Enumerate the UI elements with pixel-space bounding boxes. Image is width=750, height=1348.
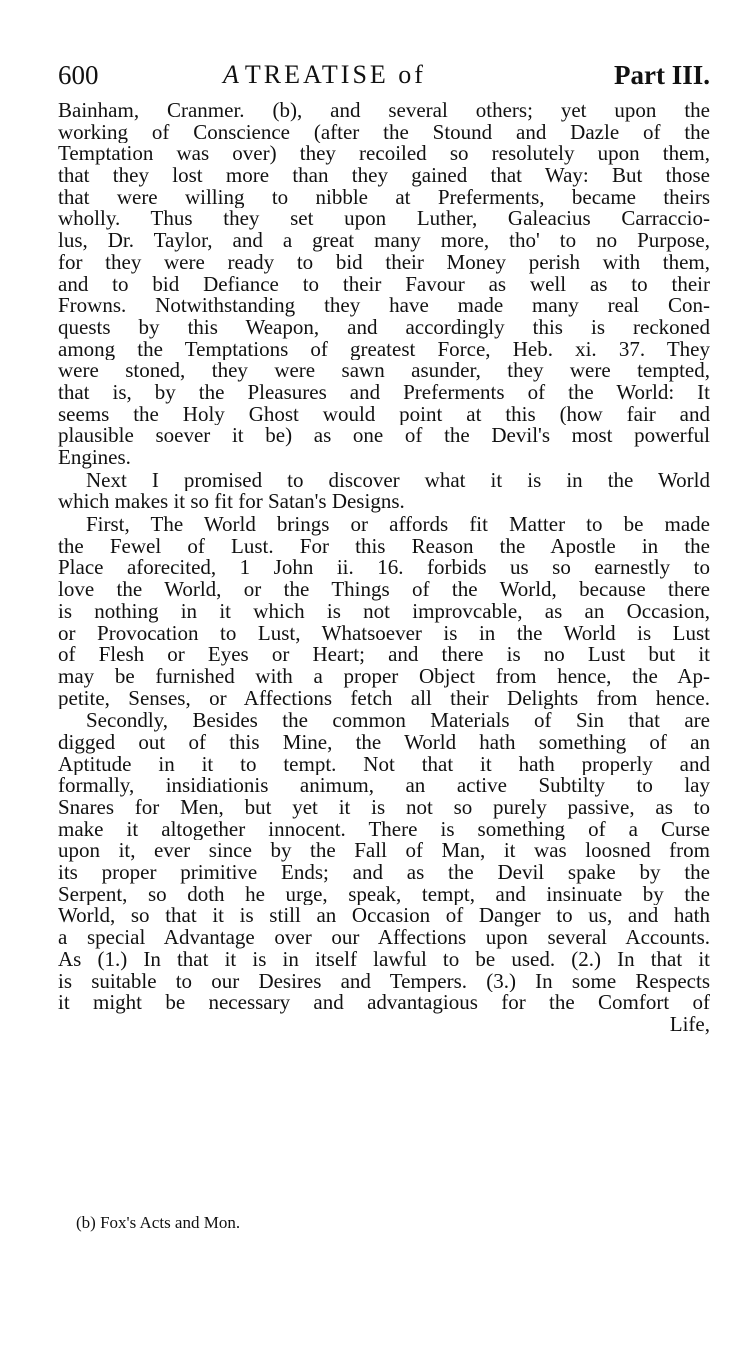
text-line: petite, Senses, or Affections fetch all their Delights from hence. [58, 687, 710, 710]
text-line: its proper primitive Ends; and as the Devil spake by the [58, 862, 710, 884]
text-line: Frowns. Notwithstanding they have made many real Con- [58, 295, 710, 317]
body-text [58, 100, 710, 1036]
text-line: working of Conscience (after the Stound and Dazle of the [58, 121, 710, 144]
text-line: a special Advantage over our Affections upon several Accounts. [58, 927, 710, 949]
text-line: Engines. [58, 447, 131, 469]
text-line: lus, Dr. Taylor, and a great many more, tho' to no Purpose, [58, 230, 710, 252]
text-line: or Provocation to Lust, Whatsoever is in the World is Lust [58, 622, 710, 645]
text-line: quests by this Weapon, and accordingly this is reckoned [58, 316, 710, 339]
text-line: Next I promised to discover what it is in the World [86, 469, 710, 492]
text-line: digged out of this Mine, the World hath something of an [58, 731, 710, 754]
text-line: Secondly, Besides the common Materials of Sin that are [86, 710, 710, 732]
text-line: may be furnished with a proper Object from hence, the Ap- [58, 665, 710, 688]
text-line: Aptitude in it to tempt. Not that it hath properly and [58, 753, 710, 776]
text-line: of Flesh or Eyes or Heart; and there is no Lust but it [58, 644, 710, 666]
text-line: is nothing in it which is not improvcable, as an Occasion, [58, 600, 710, 623]
footnote: (b) Fox's Acts and Mon. [76, 1213, 241, 1232]
text-line: plausible soever it be) as one of the Devil's most powerful [58, 425, 710, 447]
text-line: which makes it so fit for Satan's Designs. [58, 491, 405, 514]
text-line: among the Temptations of greatest Force, Heb. xi. 37. They [58, 338, 710, 361]
text-line: that were willing to nibble at Preferments, became theirs [58, 186, 710, 209]
text-line: seems the Holy Ghost would point at this (how fair and [58, 403, 710, 426]
text-line: the Fewel of Lust. For this Reason the Apostle in the [58, 535, 710, 558]
text-line: and to bid Defiance to their Favour as well as to their [58, 273, 710, 296]
running-title-text: TREATISE of [244, 60, 426, 89]
text-line: As (1.) In that it is in itself lawful to be used. (2.) In that it [58, 948, 710, 971]
page-number: 600 [58, 60, 99, 90]
text-line: that is, by the Pleasures and Preferments of the World: It [58, 381, 710, 404]
running-head [58, 60, 710, 100]
text-line: Place aforecited, 1 John ii. 16. forbids us so earnestly to [58, 557, 710, 580]
text-line: Temptation was over) they recoiled so resolutely upon them, [58, 143, 710, 166]
text-line: love the World, or the Things of the World, because there [58, 579, 710, 601]
text-line: Serpent, so doth he urge, speak, tempt, and insinuate by the [58, 883, 710, 906]
running-title-article: A [223, 60, 245, 89]
text-line: is suitable to our Desires and Tempers. (3.) In some Respects [58, 970, 710, 993]
text-line: Snares for Men, but yet it is not so purely passive, as to [58, 797, 710, 819]
text-line: formally, insidiationis animum, an active Subtilty to lay [58, 775, 710, 797]
part-label: Part III. [614, 60, 710, 90]
text-line: upon it, ever since by the Fall of Man, it was loosned from [58, 840, 710, 863]
running-title [223, 60, 426, 90]
text-line: make it altogether innocent. There is something of a Curse [58, 818, 710, 841]
text-line: First, The World brings or affords fit Matter to be made [86, 514, 710, 536]
text-line: Life, [669, 1013, 710, 1036]
text-line: wholly. Thus they set upon Luther, Galeacius Carraccio- [58, 208, 710, 231]
text-line: Bainham, Cranmer. (b), and several others; yet upon the [58, 100, 710, 122]
text-line: it might be necessary and advantagious for the Comfort of [58, 992, 710, 1014]
text-line: that they lost more than they gained that Way: But those [58, 165, 710, 187]
text-line: for they were ready to bid their Money perish with them, [58, 251, 710, 274]
text-line: World, so that it is still an Occasion of Danger to us, and hath [58, 905, 710, 928]
text-line: were stoned, they were sawn asunder, they were tempted, [58, 360, 710, 382]
